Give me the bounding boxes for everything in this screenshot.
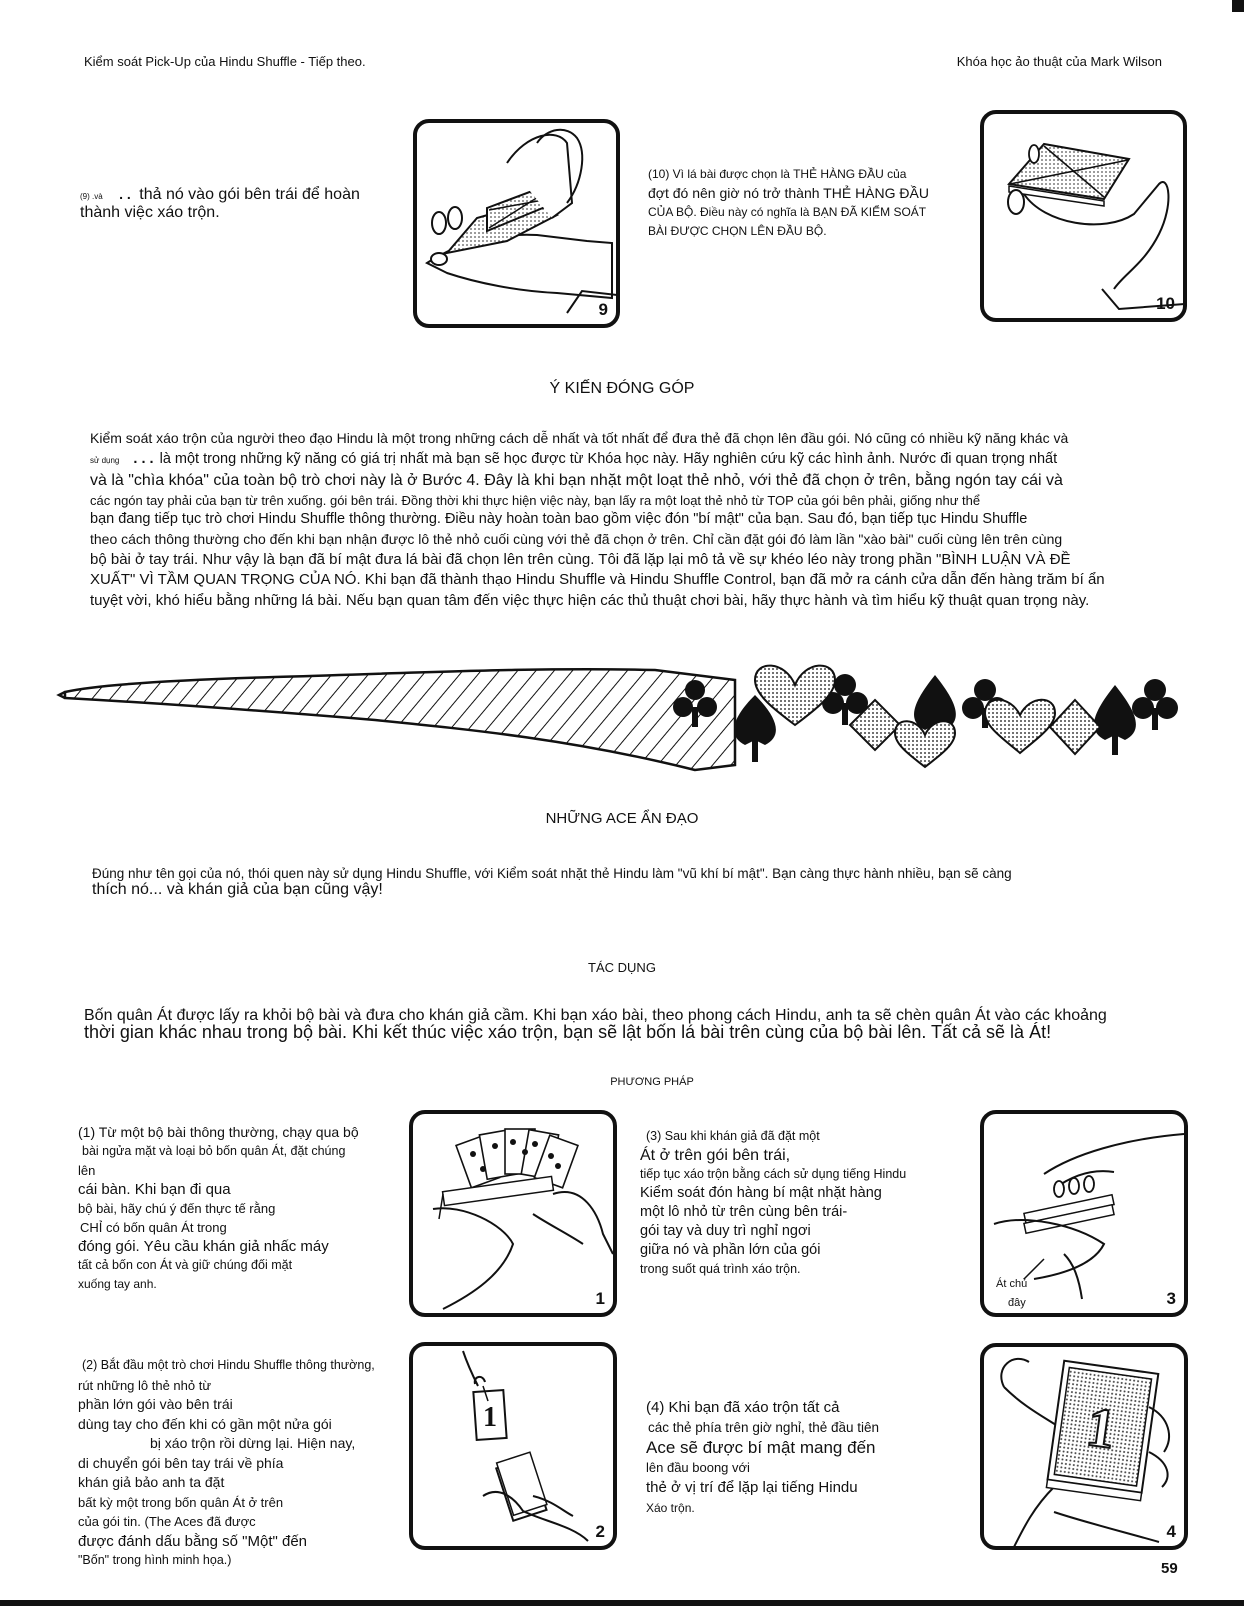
step1-line: tất cả bốn con Át và giữ chúng đối mặt [78,1258,293,1272]
aces-heading: NHỮNG ACE ẨN ĐẠO [545,810,699,827]
card-spread-divider [55,655,1195,790]
comments-line2-prefix: sử dụng [90,455,120,465]
method-heading: PHƯƠNG PHÁP [610,1076,694,1088]
step1-line: đóng gói. Yêu cầu khán giả nhấc máy [78,1238,329,1255]
figure-10 [980,110,1187,322]
aces-intro [92,866,1012,899]
step9-dots: . . [119,186,131,202]
running-header-left: Kiểm soát Pick-Up của Hindu Shuffle - Tiếp theo. [84,54,366,69]
step1-text [78,1123,359,1294]
step4-line: (4) Khi bạn đã xáo trộn tất cả [646,1399,840,1416]
step2-line: phần lớn gói vào bên trái [78,1396,233,1412]
step2-line: khán giả bảo anh ta đặt [78,1474,225,1490]
svg-text:1: 1 [483,1402,497,1433]
step9-line2: thành việc xáo trộn. [80,204,220,221]
figure-3 [980,1110,1188,1317]
corner-mark [1232,0,1244,12]
step3-line: Kiểm soát đón hàng bí mật nhặt hàng [640,1185,882,1201]
step4-line: thẻ ở vị trí để lặp lại tiếng Hindu [646,1479,858,1496]
figure-1-number: 1 [595,1289,605,1308]
step4-line: lên đầu boong với [646,1460,750,1475]
aces-intro-line1: Đúng như tên gọi của nó, thói quen này sử dụng Hindu Shuffle, với Kiểm soát nhặt thẻ Hindu làm "vũ khí bí mật". Bạn càng thực hành nhiều, bạn sẽ càng [92,866,1012,881]
comments-paragraph [90,428,1180,611]
comments-heading: Ý KIẾN ĐÓNG GÓP [549,380,695,397]
step9-prefix: (9) .và [80,192,103,201]
step2-line: dùng tay cho đến khi có gần một nửa gói [78,1415,332,1432]
effect-line2: thời gian khác nhau trong bộ bài. Khi kết thúc việc xáo trộn, bạn sẽ lật bốn lá bài trên cùng của bộ bài lên. Tất cả sẽ là Át! [84,1022,1052,1042]
hands-fanning-deck-illustration [413,1114,613,1314]
step3-text [640,1127,906,1279]
hand-holding-deck-illustration [984,114,1184,319]
step2-line: "Bốn" trong hình minh họa.) [78,1553,232,1567]
page-bottom-edge [0,1600,1244,1606]
step2-line: di chuyển gói bên tay trái về phía [78,1454,284,1471]
step1-line: (1) Từ một bộ bài thông thường, chạy qua bộ [78,1124,359,1140]
svg-text:1: 1 [1082,1395,1120,1462]
step4-line: Ace sẽ được bí mật mang đến [646,1438,876,1457]
effect-heading: TÁC DỤNG [588,960,656,975]
step2-line: được đánh dấu bằng số "Một" đến [78,1532,308,1550]
page-number: 59 [1161,1560,1178,1577]
step1-line: CHỈ có bốn quân Át trong [80,1220,227,1235]
aces-intro-line2: thích nó... và khán giả của bạn cũng vậy! [92,881,383,898]
figure-3-label-ace: Át chủ [996,1278,1028,1290]
step2-line: của gói tin. (The Aces đã được [78,1514,256,1529]
step3-line: trong suốt quá trình xáo trộn. [640,1262,801,1276]
figure-2-number: 2 [595,1522,605,1541]
figure-9-number: 9 [598,300,608,319]
step9-line1: thả nó vào gói bên trái để hoàn [139,186,360,203]
step3-line: gói tay và duy trì nghỉ ngơi [640,1223,811,1239]
comments-line: là một trong những kỹ năng có giá trị nhất mà bạn sẽ học được từ Khóa học này. Hãy nghiên cứu kỹ các hình ảnh. Nước đi quan trọng nhất [159,450,1058,467]
step3-line: Át ở trên gói bên trái, [640,1147,791,1164]
step1-line: bài ngửa mặt và loại bỏ bốn quân Át, đặt chúng [82,1144,346,1158]
comments-line: bạn đang tiếp tục trò chơi Hindu Shuffle thông thường. Điều này hoàn toàn bao gồm việc đón "bí mật" của bạn. Sau đó, bạn tiếp tục Hindu Shuffle [90,510,1028,527]
step3-line: một lô nhỏ từ trên cùng bên trái- [640,1204,848,1220]
comments-line: tuyệt vời, khó hiểu bằng những lá bài. Nếu bạn quan tâm đến việc thực hiện các thủ thuật chơi bài, hãy thực hành và tìm hiểu kỹ thuật quan trọng này. [90,591,1090,609]
comments-line: XUẤT" VÌ TẦM QUAN TRỌNG CỦA NÓ. Khi bạn đã thành thạo Hindu Shuffle và Hindu Shuffle Control, bạn đã mở ra cánh cửa dẫn đến hàng trăm bí ẩn [90,571,1105,588]
step4-text [646,1398,879,1518]
step1-line: bộ bài, hãy chú ý đến thực tế rằng [78,1201,276,1216]
step1-line: xuống tay anh. [78,1277,157,1291]
running-header-right: Khóa học ảo thuật của Mark Wilson [956,54,1162,69]
step1-line: lên [78,1163,96,1178]
ace-on-top-illustration [984,1347,1184,1547]
figure-4 [980,1343,1188,1550]
step4-line: các thẻ phía trên giờ nghỉ, thẻ đầu tiên [648,1420,880,1435]
step10-line: CỦA BỘ. Điều này có nghĩa là BẠN ĐÃ KIỂM SOÁT [648,205,927,219]
comments-line: Kiểm soát xáo trộn của người theo đạo Hindu là một trong những cách dễ nhất và tốt nhất để đưa thẻ đã chọn lên đầu gói. Nó cũng có nhiều kỹ năng khác và [90,430,1069,446]
step2-text [78,1356,375,1571]
step3-line: tiếp tục xáo trộn bằng cách sử dụng tiếng Hindu [640,1167,907,1181]
step2-line: bị xáo trộn rồi dừng lại. Hiện nay, [150,1435,356,1451]
step2-line: (2) Bắt đầu một trò chơi Hindu Shuffle thông thường, [82,1358,375,1372]
spectator-placing-ace-illustration [413,1346,613,1546]
step1-line: cái bàn. Khi bạn đi qua [78,1181,231,1198]
step10-line: BÀI ĐƯỢC CHỌN LÊN ĐẦU BỘ. [648,224,827,238]
effect-line1: Bốn quân Át được lấy ra khỏi bộ bài và đưa cho khán giả cầm. Khi bạn xáo bài, theo phong cách Hindu, anh ta sẽ chèn quân Át vào các khoảng [84,1007,1107,1024]
figure-4-number: 4 [1166,1522,1176,1541]
step10-line: đợt đó nên giờ nó trở thành THẺ HÀNG ĐẦU [648,185,929,201]
step10-text [648,165,929,241]
figure-10-number: 10 [1156,294,1175,313]
comments-line: các ngón tay phải của bạn từ trên xuống. gói bên trái. Đồng thời khi thực hiện việc này, bạn lấy ra một loạt thẻ nhỏ từ TOP của gói bên phải, giống như thể [90,492,981,508]
comments-line: và là "chìa khóa" của toàn bộ trò chơi này là ở Bước 4. Đây là khi bạn nhặt một loạt thẻ nhỏ, với thẻ đã chọn ở trên, bằng ngón tay cái và [90,472,1063,489]
step4-line: Xáo trộn. [646,1501,695,1515]
step10-line: (10) Vì lá bài được chọn là THẺ HÀNG ĐẦU của [648,167,907,181]
comments-line: bộ bài ở tay trái. Như vậy là bạn đã bí mật đưa lá bài đã chọn lên trên cùng. Tôi đã lặp lại mô tả về sự khéo léo này trong phần "BÌNH LUẬN VÀ ĐỀ [90,550,1071,568]
figure-9 [413,119,620,328]
figure-3-number: 3 [1166,1289,1176,1308]
step9-text [80,186,360,222]
figure-2 [409,1342,617,1550]
hand-dropping-cards-illustration [417,123,617,325]
step3-line: (3) Sau khi khán giả đã đặt một [646,1129,820,1143]
step2-line: rút những lô thẻ nhỏ từ [78,1377,212,1393]
effect-text [84,1007,1107,1041]
step3-line: giữa nó và phần lớn của gói [640,1242,821,1258]
comments-line2-dots: . . . [133,450,154,467]
figure-1 [409,1110,617,1317]
step2-line: bất kỳ một trong bốn quân Át ở trên [78,1494,284,1510]
figure-3-label-here: đây [1008,1297,1026,1309]
comments-line: theo cách thông thường cho đến khi bạn nhận được lô thẻ nhỏ cuối cùng với thẻ đã chọn ở trên. Chỉ cần đặt gói đó làm lần "xào bài" cuối cùng lên trên cùng [90,531,1063,547]
